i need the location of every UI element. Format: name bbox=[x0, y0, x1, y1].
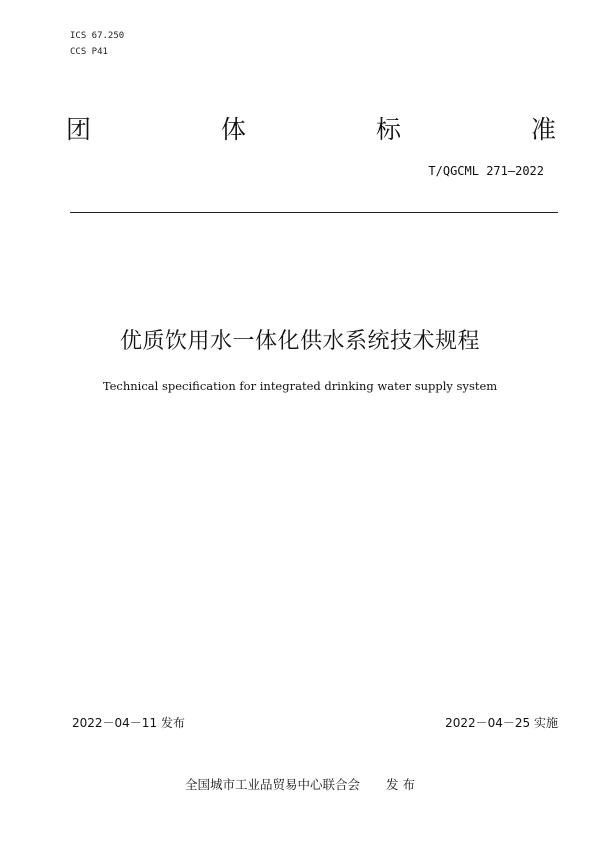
ccs-code: CCS P41 bbox=[70, 47, 108, 57]
standard-type-char: 准 bbox=[530, 115, 556, 144]
issuer-line bbox=[0, 775, 600, 795]
implementation-date: 2022－04－25 实施 bbox=[445, 716, 558, 730]
title-chinese: 优质饮用水一体化供水系统技术规程 bbox=[119, 329, 480, 354]
standard-type-heading bbox=[66, 113, 556, 147]
header-divider bbox=[70, 212, 558, 213]
standard-type-char: 标 bbox=[375, 115, 401, 144]
standard-type-char: 团 bbox=[66, 115, 92, 144]
ics-code: ICS 67.250 bbox=[70, 31, 125, 41]
standard-number: T/QGCML 271—2022 bbox=[428, 164, 544, 178]
classification-codes bbox=[70, 28, 124, 60]
standard-type-char: 体 bbox=[220, 115, 246, 144]
issuer-organization: 全国城市工业品贸易中心联合会 bbox=[185, 777, 361, 792]
publish-date: 2022－04－11 发布 bbox=[72, 716, 185, 730]
issuer-action: 发 布 bbox=[386, 777, 415, 792]
title-english: Technical specification for integrated drinking water supply system bbox=[102, 379, 498, 393]
